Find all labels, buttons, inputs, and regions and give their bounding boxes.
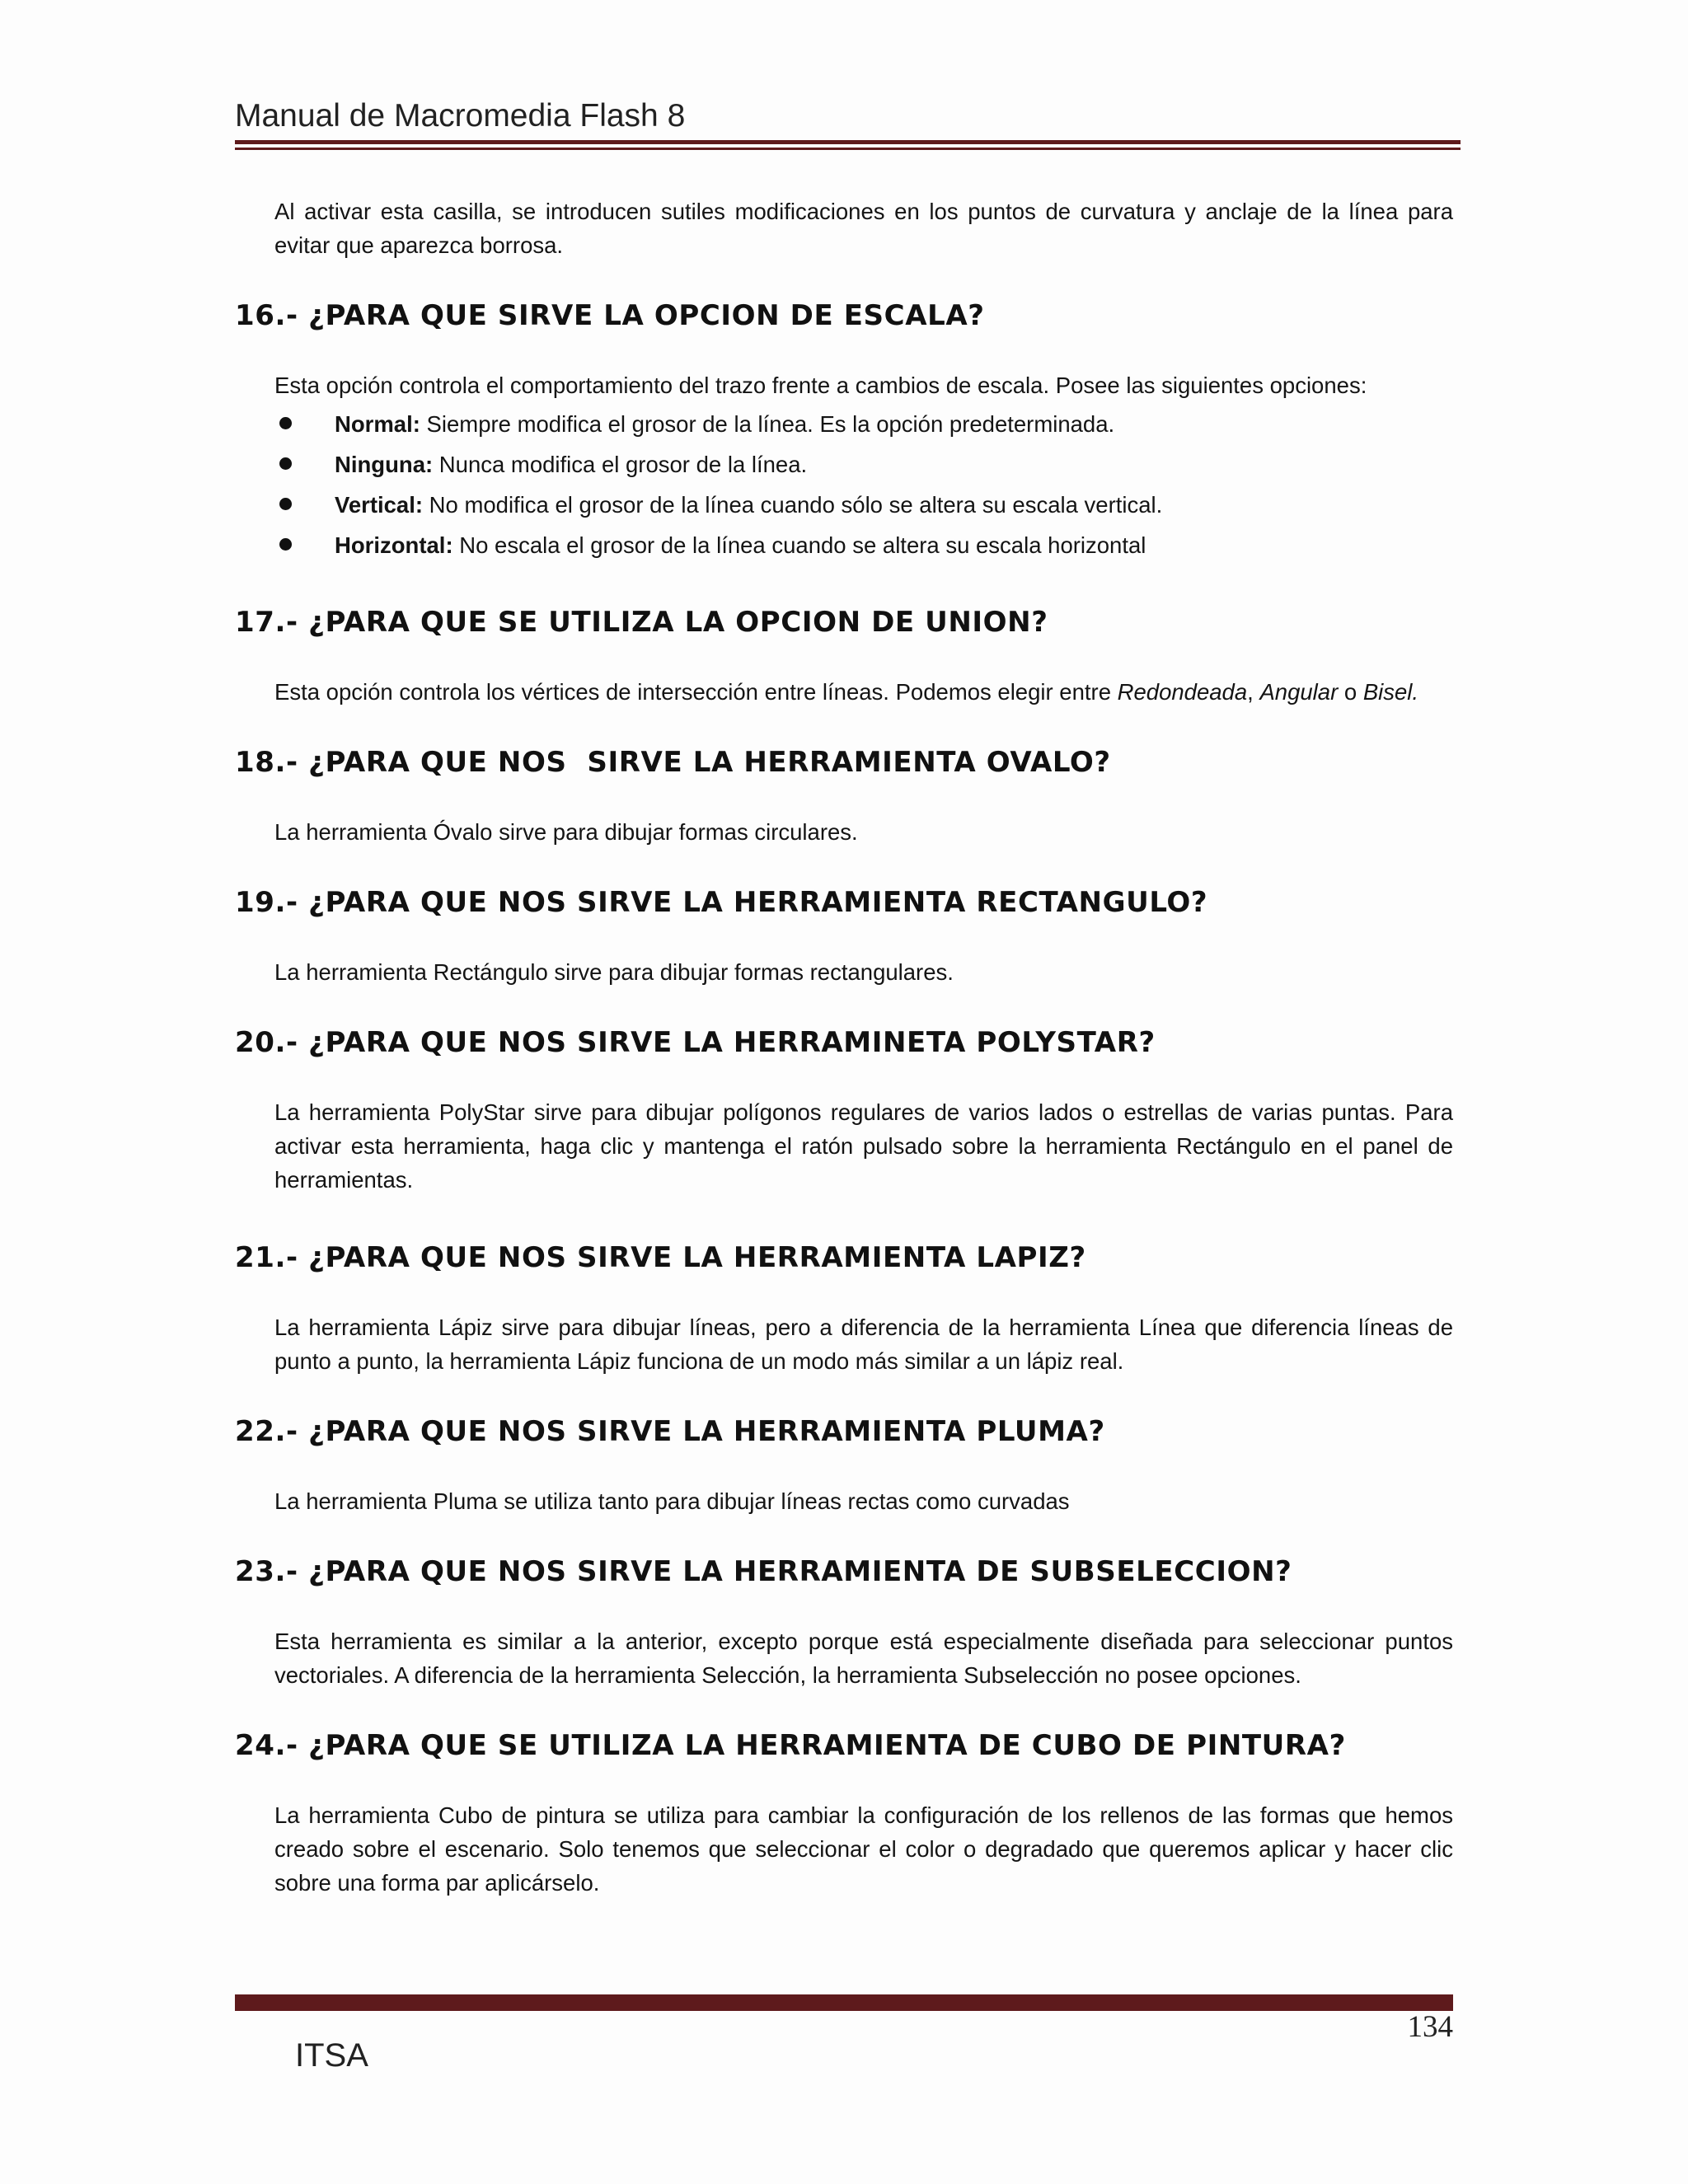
bullet-icon xyxy=(279,538,292,551)
section-heading-22: 22.- ¿PARA QUE NOS SIRVE LA HERRAMIENTA PLUMA? xyxy=(235,1415,1105,1448)
section-heading-21: 21.- ¿PARA QUE NOS SIRVE LA HERRAMIENTA LAPIZ? xyxy=(235,1241,1086,1274)
list-item: Ninguna: Nunca modifica el grosor de la línea. xyxy=(274,444,1453,485)
page-number: 134 xyxy=(1407,2010,1453,2044)
header-rule xyxy=(235,140,1461,144)
footer-label: ITSA xyxy=(295,2037,368,2074)
list-item: Normal: Siempre modifica el grosor de la línea. Es la opción predeterminada. xyxy=(274,404,1453,444)
bullet-icon xyxy=(279,417,292,429)
list-item: Vertical: No modifica el grosor de la línea cuando sólo se altera su escala vertical. xyxy=(274,485,1453,525)
section-heading-24: 24.- ¿PARA QUE SE UTILIZA LA HERRAMIENTA DE CUBO DE PINTURA? xyxy=(235,1729,1346,1762)
bullet-icon xyxy=(279,457,292,470)
page-header xyxy=(235,97,1461,135)
footer-rule xyxy=(235,1994,1453,2011)
list-item: Horizontal: No escala el grosor de la línea cuando se altera su escala horizontal xyxy=(274,525,1453,565)
section-heading-23: 23.- ¿PARA QUE NOS SIRVE LA HERRAMIENTA DE SUBSELECCION? xyxy=(235,1555,1292,1588)
section-text-18: La herramienta Óvalo sirve para dibujar formas circulares. xyxy=(274,819,858,845)
section-heading-17: 17.- ¿PARA QUE SE UTILIZA LA OPCION DE UNION? xyxy=(235,606,1048,639)
bullet-icon xyxy=(279,498,292,510)
section-heading-19: 19.- ¿PARA QUE NOS SIRVE LA HERRAMIENTA RECTANGULO? xyxy=(235,886,1208,919)
section-text-16: Esta opción controla el comportamiento del trazo frente a cambios de escala. Posee las siguientes opciones: xyxy=(274,373,1367,398)
section-text-21: La herramienta Lápiz sirve para dibujar líneas, pero a diferencia de la herramienta Línea que diferencia líneas de punto a punto, la herramienta Lápiz funciona de un modo más similar a un lápiz real. xyxy=(274,1315,1453,1374)
section-text-19: La herramienta Rectángulo sirve para dibujar formas rectangulares. xyxy=(274,959,954,985)
scale-options-list xyxy=(274,404,1453,565)
section-text-22: La herramienta Pluma se utiliza tanto para dibujar líneas rectas como curvadas xyxy=(274,1488,1070,1514)
document-body xyxy=(235,194,1453,1900)
section-text-23: Esta herramienta es similar a la anterior, excepto porque está especialmente diseñada para seleccionar puntos vectoriales. A diferencia de la herramienta Selección, la herramienta Subselección no posee opciones. xyxy=(274,1629,1453,1688)
section-text-20: La herramienta PolyStar sirve para dibujar polígonos regulares de varios lados o estrellas de varias puntas. Para activar esta herramienta, haga clic y mantenga el ratón pulsado sobre la herramienta Rectángulo en el panel de herramientas. xyxy=(274,1099,1453,1193)
section-heading-20: 20.- ¿PARA QUE NOS SIRVE LA HERRAMINETA POLYSTAR? xyxy=(235,1026,1156,1059)
page-title: Manual de Macromedia Flash 8 xyxy=(235,98,686,134)
section-heading-18: 18.- ¿PARA QUE NOS SIRVE LA HERRAMIENTA OVALO? xyxy=(235,746,1111,779)
header-rule-thin xyxy=(235,148,1461,150)
section-heading-16: 16.- ¿PARA QUE SIRVE LA OPCION DE ESCALA? xyxy=(235,299,985,332)
intro-paragraph: Al activar esta casilla, se introducen sutiles modificaciones en los puntos de curvatura y anclaje de la línea para evitar que aparezca borrosa. xyxy=(274,199,1453,258)
section-text-17: Esta opción controla los vértices de intersección entre líneas. Podemos elegir entre Redondeada, Angular o Bisel. xyxy=(274,679,1419,705)
section-text-24: La herramienta Cubo de pintura se utiliza para cambiar la configuración de los rellenos de las formas que hemos creado sobre el escenario. Solo tenemos que seleccionar el color o degradado que queremos aplicar y hacer clic sobre una forma par aplicárselo. xyxy=(274,1802,1453,1896)
